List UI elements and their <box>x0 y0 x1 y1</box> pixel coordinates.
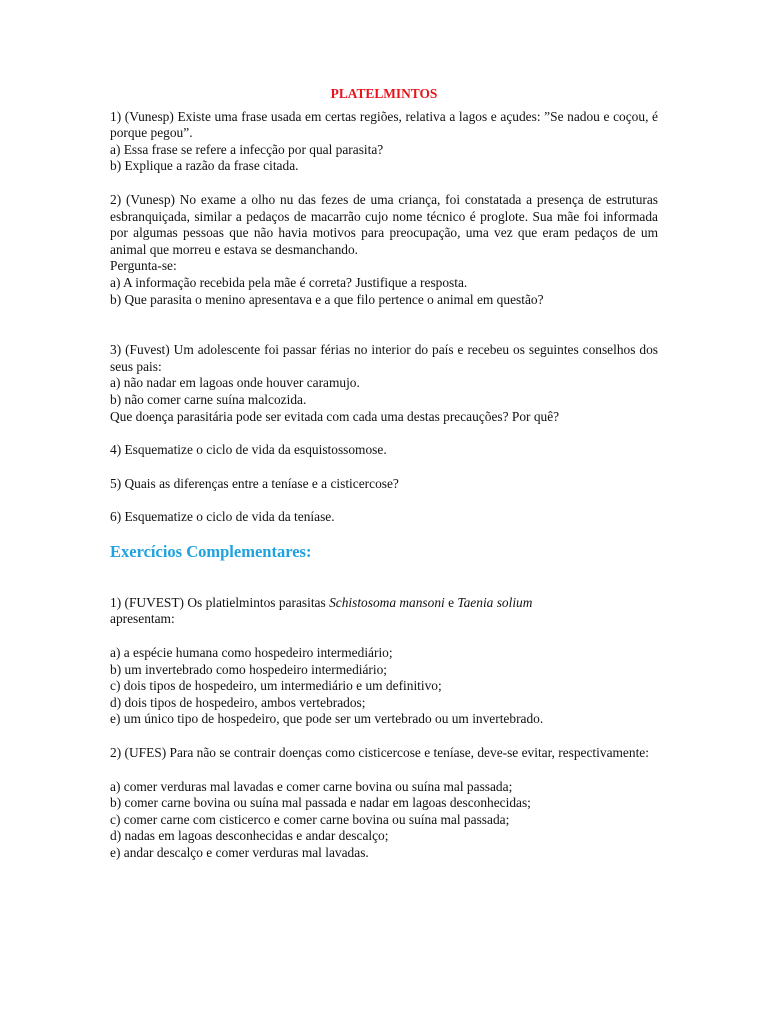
exercise-1-prefix: 1) (FUVEST) Os platielmintos parasitas <box>110 594 330 610</box>
question-2-text: 2) (Vunesp) No exame a olho nu das fezes de uma criança, foi constatada a presença de estruturas esbranquiçada, similar a pedaços de macarrão cujo nome técnico é proglote. Sua mãe foi informada por algumas pessoas que não havia motivos para preocupação, uma vez que eram pedaços de um animal que morreu e estava se desmanchando. <box>110 191 658 257</box>
exercise-2-option-e: e) andar descalço e comer verduras mal lavadas. <box>110 845 369 860</box>
exercise-2-option-b: b) comer carne bovina ou suína mal passada e nadar em lagoas desconhecidas; <box>110 795 531 811</box>
species-taenia: Taenia solium <box>457 594 533 610</box>
spacer <box>110 175 658 192</box>
exercise-1-option-a: a) a espécie humana como hospedeiro intermediário; <box>110 645 393 661</box>
spacer <box>110 459 658 476</box>
question-3-item-b: b) não comer carne suína malcozida. <box>110 391 307 407</box>
question-1-item-b: b) Explique a razão da frase citada. <box>110 158 299 174</box>
exercise-1-option-d: d) dois tipos de hospedeiro, ambos vertebrados; <box>110 694 366 710</box>
exercise-1-suffix: apresentam: <box>110 611 175 627</box>
exercise-1-option-c: c) dois tipos de hospedeiro, um intermediário e um definitivo; <box>110 678 442 694</box>
exercise-2-option-d: d) nadas em lagoas desconhecidas e andar descalço; <box>110 828 389 844</box>
spacer <box>110 425 658 442</box>
spacer <box>110 562 658 595</box>
exercise-2-text: 2) (UFES) Para não se contrair doenças como cisticercose e teníase, deve-se evitar, respectivamente: <box>110 745 649 761</box>
exercise-2-option-a: a) comer verduras mal lavadas e comer carne bovina ou suína mal passada; <box>110 778 513 794</box>
species-schistosoma: Schistosoma mansoni <box>329 594 445 610</box>
question-6-text: 6) Esquematize o ciclo de vida da teníase. <box>110 509 335 525</box>
page-title: PLATELMINTOS <box>330 86 438 101</box>
exercise-1-option-e: e) um único tipo de hospedeiro, que pode ser um vertebrado ou um invertebrado. <box>110 711 544 727</box>
spacer <box>110 526 658 542</box>
exercise-1-connector: e <box>444 594 458 610</box>
question-1-item-a: a) Essa frase se refere a infecção por qual parasita? <box>110 141 384 157</box>
spacer <box>110 628 658 645</box>
spacer <box>110 492 658 509</box>
spacer <box>110 762 658 779</box>
question-5-text: 5) Quais as diferenças entre a teníase e a cisticercose? <box>110 475 399 491</box>
question-2-item-b: b) Que parasita o menino apresentava e a que filo pertence o animal em questão? <box>110 291 544 307</box>
document-page <box>110 86 658 862</box>
exercise-1-option-b: b) um invertebrado como hospedeiro intermediário; <box>110 661 388 677</box>
spacer <box>110 728 658 745</box>
spacer <box>110 308 658 342</box>
question-3-text: 3) (Fuvest) Um adolescente foi passar férias no interior do país e recebeu os seguintes conselhos dos seus pais: <box>110 342 658 374</box>
question-2-item-a: a) A informação recebida pela mãe é correta? Justifique a resposta. <box>110 274 468 290</box>
exercise-2-option-c: c) comer carne com cisticerco e comer carne bovina ou suína mal passada; <box>110 811 510 827</box>
section-heading-complementares: Exercícios Complementares: <box>110 541 312 561</box>
question-3-item-a: a) não nadar em lagoas onde houver caramujo. <box>110 375 360 391</box>
question-1-text: 1) (Vunesp) Existe uma frase usada em certas regiões, relativa a lagos e açudes: ”Se nadou e coçou, é porque pegou”. <box>110 108 658 141</box>
question-4-text: 4) Esquematize o ciclo de vida da esquistossomose. <box>110 442 387 458</box>
question-3-question: Que doença parasitária pode ser evitada com cada uma destas precauções? Por quê? <box>110 408 560 424</box>
exercise-1-text <box>110 595 658 612</box>
question-2-prompt: Pergunta-se: <box>110 258 177 274</box>
